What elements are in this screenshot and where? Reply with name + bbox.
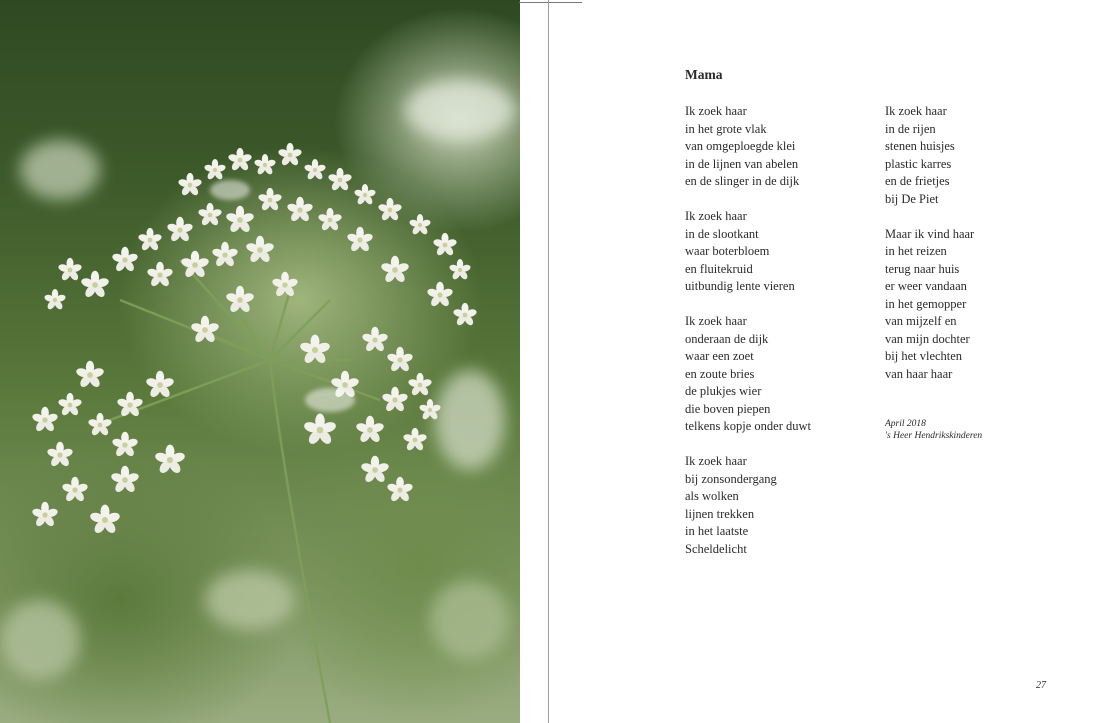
poem-line: Ik zoek haar xyxy=(685,314,747,328)
poem-line: telkens kopje onder duwt xyxy=(685,419,812,433)
poem-line: in het laatste xyxy=(685,524,749,538)
poem-line: van haar haar xyxy=(885,366,953,381)
poem-line: van mijn dochter xyxy=(885,331,970,346)
poem-line: terug naar huis xyxy=(885,261,960,276)
poem-line: bij het vlechten xyxy=(885,349,963,363)
poem-line: onderaan de dijk xyxy=(685,331,769,346)
poem-title: Mama xyxy=(685,67,723,82)
poem-line: waar een zoet xyxy=(685,349,754,363)
poem-line: Ik zoek haar xyxy=(685,454,747,468)
poem-line: in de rijen xyxy=(885,121,936,136)
page-gutter-line xyxy=(548,0,549,723)
poem-line: en zoute bries xyxy=(685,366,755,381)
flower-illustration xyxy=(0,0,520,723)
poem-stanza xyxy=(685,313,811,436)
poem-right-column xyxy=(885,103,974,401)
flower-photo xyxy=(0,0,520,723)
poem-line: van omgeploegde klei xyxy=(685,139,796,153)
poem-line: van mijzelf en xyxy=(885,314,957,328)
poem-line: stenen huisjes xyxy=(885,139,955,153)
poem-line: en fluitekruid xyxy=(685,261,753,276)
poem-line: en de slinger in de dijk xyxy=(685,174,800,188)
poem-line: bij zonsondergang xyxy=(685,471,777,486)
poem-line: in de slootkant xyxy=(685,226,759,241)
poem-stanza xyxy=(685,103,811,191)
top-rule xyxy=(519,2,582,3)
poem-line: Scheldelicht xyxy=(685,541,747,556)
poem-line: uitbundig lente vieren xyxy=(685,279,795,293)
poem-line: als wolken xyxy=(685,489,739,503)
poem-line: de plukjes wier xyxy=(685,384,762,398)
poem-date: April 2018 xyxy=(885,419,926,429)
poem-line: Ik zoek haar xyxy=(685,104,747,118)
poem-line: er weer vandaan xyxy=(885,279,967,293)
poem-place: 's Heer Hendrikskinderen xyxy=(885,431,983,441)
poem-line: in de lijnen van abelen xyxy=(685,156,799,171)
page-number: 27 xyxy=(1036,680,1046,691)
poem-line: lijnen trekken xyxy=(685,506,755,521)
poem-left-column xyxy=(685,103,811,576)
poem-line: plastic karres xyxy=(885,156,952,171)
poem-stanza xyxy=(685,208,811,296)
poem-stanza xyxy=(685,453,811,558)
poem-line: bij De Piet xyxy=(885,191,939,206)
poem-line: die boven piepen xyxy=(685,401,771,416)
poem-line: waar boterbloem xyxy=(685,244,770,258)
poem-stanza xyxy=(885,226,974,384)
poem-line: in het reizen xyxy=(885,244,947,258)
poem-line: Maar ik vind haar xyxy=(885,226,975,241)
poem-line: in het gemopper xyxy=(885,296,967,311)
poem-line: in het grote vlak xyxy=(685,121,767,136)
poem-line: en de frietjes xyxy=(885,174,950,188)
poem-stanza xyxy=(885,103,974,208)
poem-signoff xyxy=(885,418,982,442)
poem-line: Ik zoek haar xyxy=(685,209,747,223)
poem-line: Ik zoek haar xyxy=(885,104,947,118)
